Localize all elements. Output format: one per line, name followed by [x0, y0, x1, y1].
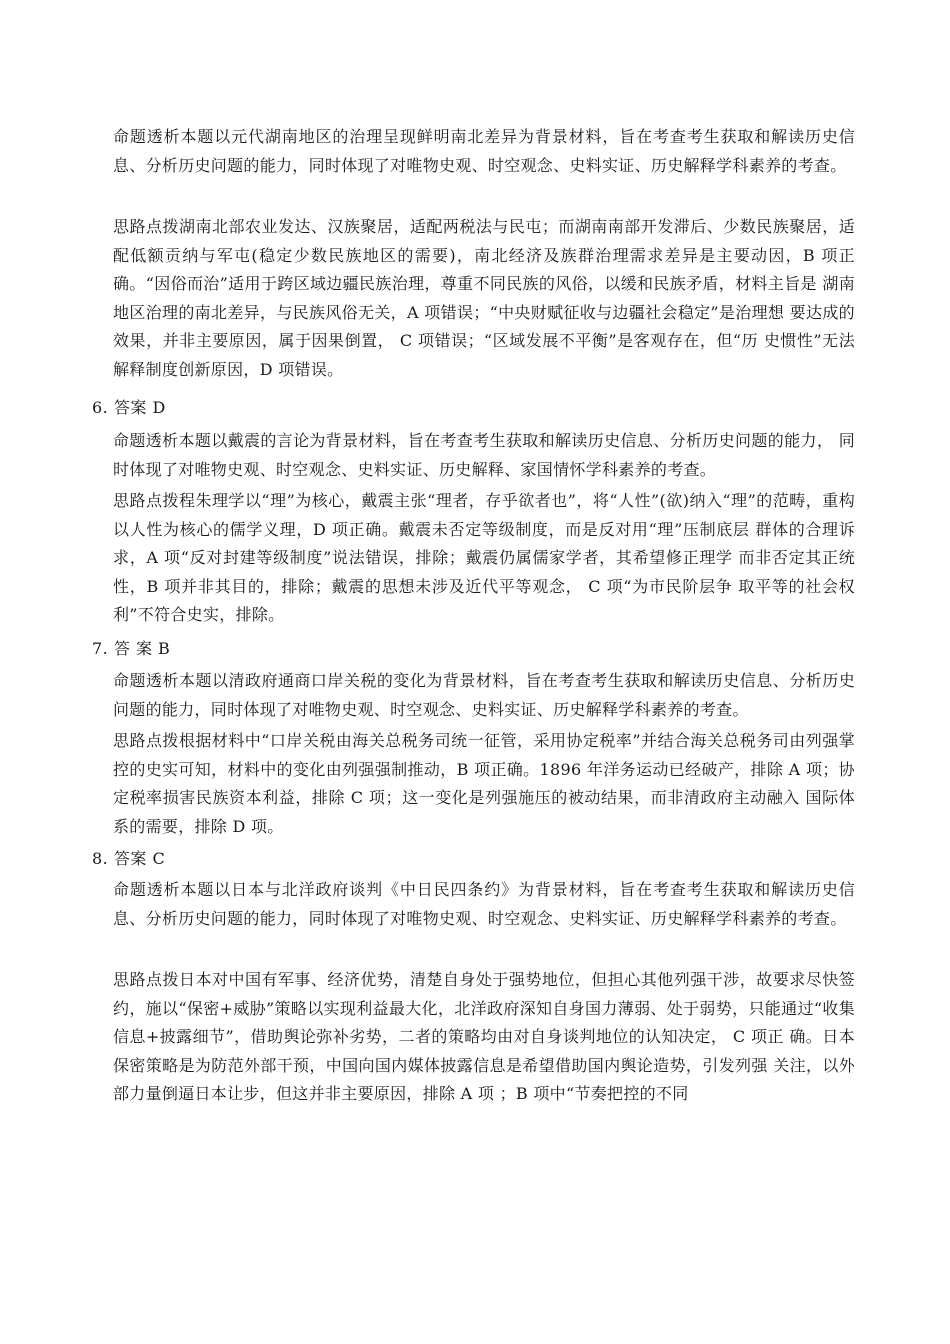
analysis-paragraph-6	[113, 427, 855, 484]
approach-label: 思路点拨	[113, 217, 179, 236]
approach-paragraph-7	[113, 727, 855, 841]
analysis-paragraph-5	[113, 123, 855, 180]
approach-paragraph-6	[113, 487, 855, 630]
answer-6: 6. 答案 D	[92, 398, 166, 417]
analysis-label: 命题透析	[113, 880, 181, 899]
analysis-label: 命题透析	[113, 431, 179, 450]
analysis-text: 本题以日本与北洋政府谈判《中日民四条约》为背景材料，旨在考查考生获取和解读历史信息、分析历史问题的能力，同时体现了对唯物史观、时空观念、史料实证、历史解释学科素养的考查。	[113, 880, 855, 928]
approach-label: 思路点拨	[113, 970, 179, 989]
analysis-label: 命题透析	[113, 127, 181, 146]
analysis-paragraph-7	[113, 667, 855, 724]
analysis-paragraph-8	[113, 876, 855, 933]
answer-8: 8. 答案 C	[92, 849, 166, 868]
answer-7: 7. 答 案 B	[92, 639, 171, 658]
analysis-text: 本题以清政府通商口岸关税的变化为背景材料，旨在考查考生获取和解读历史信息、分析历史问题的能力，同时体现了对唯物史观、时空观念、史料实证、历史解释学科素养的考查。	[113, 671, 855, 719]
approach-label: 思路点拨	[113, 491, 179, 510]
approach-paragraph-8	[113, 966, 855, 1109]
analysis-text: 本题以戴震的言论为背景材料，旨在考查考生获取和解读历史信息、分析历史问题的能力， 同时体现了对唯物史观、时空观念、史料实证、历史解释、家国情怀学科素养的考查。	[113, 431, 856, 479]
approach-paragraph-5	[113, 213, 855, 384]
approach-text: 湖南北部农业发达、汉族聚居，适配两税法与民屯；而湖南南部开发滞后、少数民族聚居，适配低额贡纳与军屯(稳定少数民族地区的需要)，南北经济及族群治理需求差异是主要动因，B 项正 确。“因俗而治”适用于跨区域边疆民族治理，尊重不同民族的风俗，以缓和民族矛盾，材料主旨是 湖南地区治理的南北差异，与民族风俗无关，A 项错误；“中央财赋征收与边疆社会稳定”是治理想 要达成的效果，并非主要原因，属于因果倒置， C 项错误；“区域发展不平衡”是客观存在，但“历 史惯性”无法解释制度创新原因，D 项错误。	[113, 217, 855, 379]
approach-label: 思路点拨	[113, 731, 179, 750]
approach-text: 日本对中国有军事、经济优势，清楚自身处于强势地位，但担心其他列强干涉，故要求尽快签约，施以“保密+威胁”策略以实现利益最大化，北洋政府深知自身国力薄弱、处于弱势，只能通过“收集信息+披露细节”，借助舆论弥补劣势，二者的策略均由对自身谈判地位的认知决定， C 项正 确。日本保密策略是为防范外部干预，中国向国内媒体披露信息是希望借助国内舆论造势，引发列强 关注，以外部力量倒逼日本让步，但这并非主要原因，排除 A 项 ；B 项中“节奏把控的不同	[113, 970, 855, 1103]
analysis-label: 命题透析	[113, 671, 179, 690]
approach-text: 根据材料中“口岸关税由海关总税务司统一征管，采用协定税率”并结合海关总税务司由列强掌控的史实可知，材料中的变化由列强强制推动，B 项正确。1896 年洋务运动已经破产，排除 A 项；协定税率损害民族资本利益，排除 C 项；这一变化是列强施压的被动结果，而非清政府主动融入 国际体系的需要，排除 D 项。	[113, 731, 855, 836]
approach-text: 程朱理学以“理”为核心，戴震主张“理者，存乎欲者也”，将“人性”(欲)纳入“理”的范畴，重构以人性为核心的儒学义理，D 项正确。戴震未否定等级制度，而是反对用“理”压制底层 群体的合理诉求，A 项“反对封建等级制度”说法错误，排除；戴震仍属儒家学者，其希望修正理学 而非否定其正统性，B 项并非其目的，排除；戴震的思想未涉及近代平等观念， C 项“为市民阶层争 取平等的社会权利”不符合史实，排除。	[113, 491, 855, 624]
analysis-text: 本题以元代湖南地区的治理呈现鲜明南北差异为背景材料，旨在考查考生获取和解读历史信息、分析历史问题的能力，同时体现了对唯物史观、时空观念、史料实证、历史解释学科素养的考查。	[113, 127, 855, 175]
